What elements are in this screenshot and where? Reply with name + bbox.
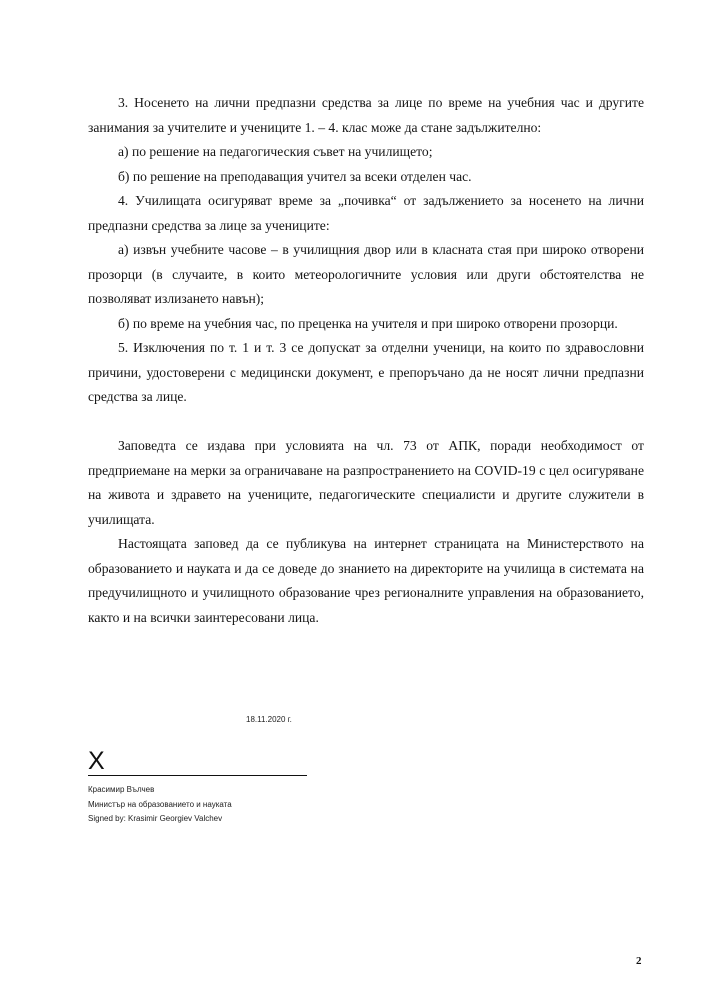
signature-mark: X bbox=[88, 747, 105, 775]
signatory-title: Министър на образованието и науката bbox=[88, 799, 232, 809]
document-date: 18.11.2020 г. bbox=[246, 715, 292, 724]
paragraph-point-3a: а) по решение на педагогическия съвет на училището; bbox=[118, 144, 433, 159]
signature-block bbox=[88, 783, 232, 827]
signed-by-label: Signed by: Krasimir Georgiev Valchev bbox=[88, 814, 223, 823]
paragraph-publication: Настоящата заповед да се публикува на интернет страницата на Министерството на образованието и науката и да се доведе до знанието на директорите на училища в системата на предучилищното и училищното образование чрез регионалните управления на образованието, както и на всички заинтересовани лица. bbox=[88, 536, 644, 625]
signatory-name: Красимир Вълчев bbox=[88, 785, 155, 794]
paragraph-point-4b: б) по време на учебния час, по преценка на учителя и при широко отворени прозорци. bbox=[118, 315, 618, 331]
paragraph-legal-basis: Заповедта се издава при условията на чл. 73 от АПК, поради необходимост от предприемане на мерки за ограничаване на разпространението на COVID-19 с цел осигуряване на живота и здравето на учениците, педагогическите специалисти и другите служители в училищата. bbox=[88, 438, 644, 527]
paragraph-point-4: 4. Училищата осигуряват време за „почивка“ от задължението за носенето на лични предпазни средства за лице за учениците: bbox=[88, 193, 644, 233]
document-body bbox=[88, 91, 644, 630]
page-number: 2 bbox=[636, 955, 642, 967]
signature-line bbox=[88, 775, 307, 776]
paragraph-point-5: 5. Изключения по т. 1 и т. 3 се допускат за отделни ученици, на които по здравословни причини, удостоверени с медицински документ, е препоръчано да не носят лични предпазни средства за лице. bbox=[88, 340, 644, 404]
paragraph-point-3: 3. Носенето на лични предпазни средства за лице по време на учебния час и другите занимания за учителите и учениците 1. – 4. клас може да стане задължително: bbox=[88, 95, 644, 135]
paragraph-point-4a: а) извън учебните часове – в училищния двор или в класната стая при широко отворени прозорци (в случаите, в които метеорологичните условия или други обстоятелства не позволяват излизането навън); bbox=[88, 242, 644, 306]
paragraph-point-3b: б) по решение на преподаващия учител за всеки отделен час. bbox=[118, 168, 472, 184]
